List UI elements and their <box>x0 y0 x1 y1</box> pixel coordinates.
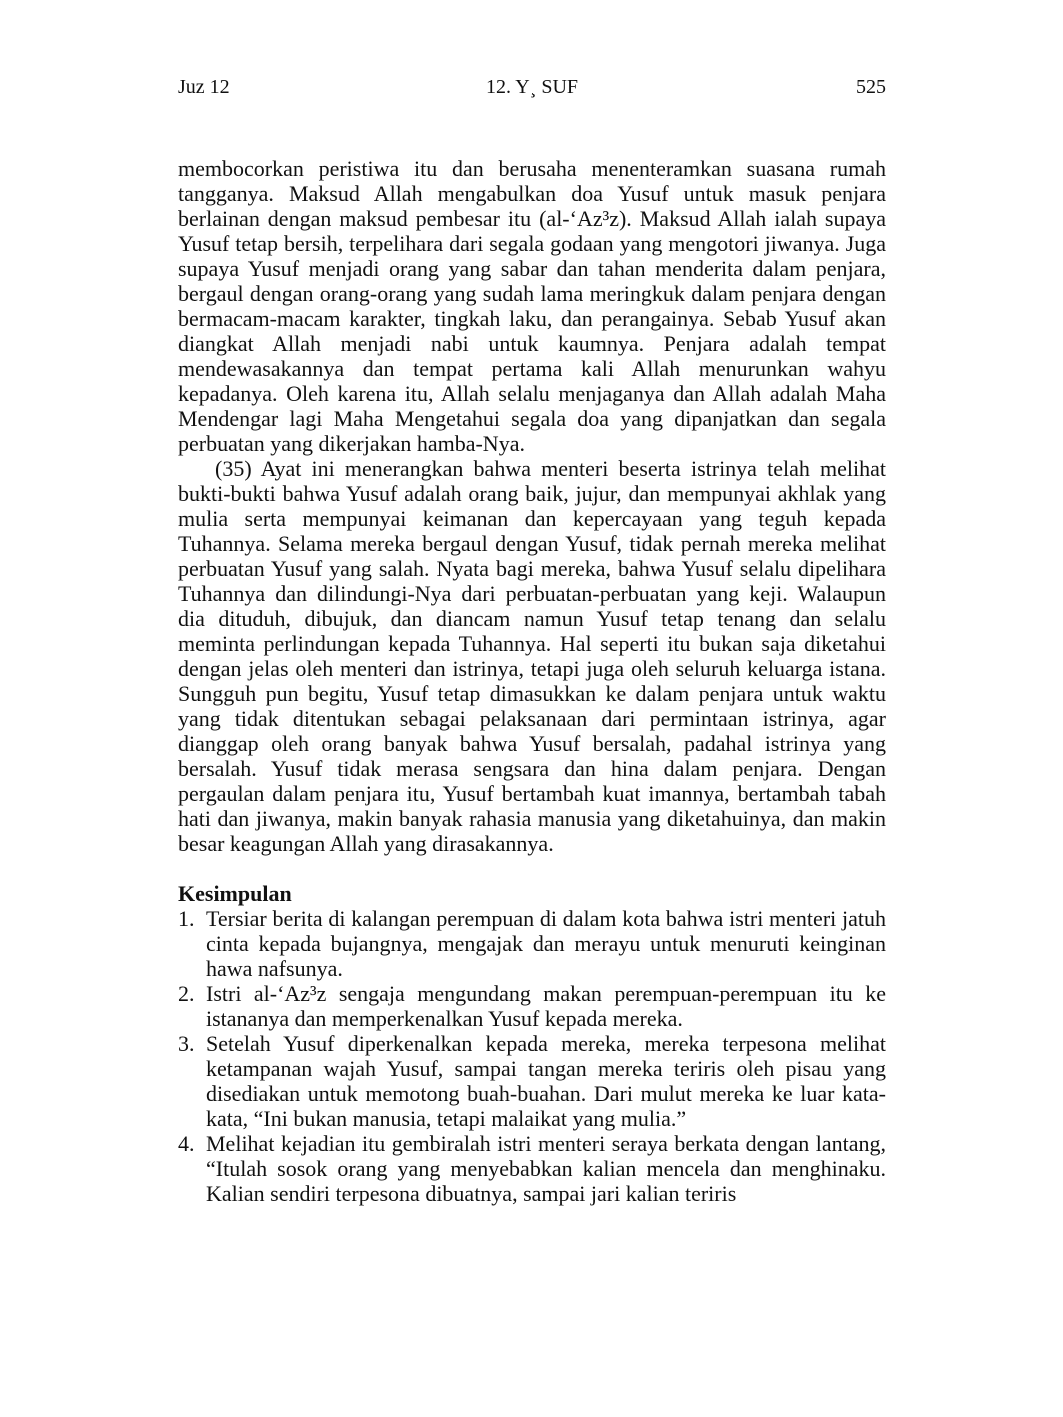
conclusion-list <box>178 906 886 1206</box>
list-item-text: Melihat kejadian itu gembiralah istri menteri seraya berkata dengan lantang, “Itulah sosok orang yang menyebabkan kalian mencela dan menghinaku. Kalian sendiri terpesona dibuatnya, sampai jari kalian teriris <box>206 1131 886 1206</box>
list-item-text: Istri al-‘Az³z sengaja mengundang makan perempuan-perempuan itu ke istananya dan memperkenalkan Yusuf kepada mereka. <box>206 981 886 1031</box>
list-item-number: 3. <box>178 1031 195 1056</box>
book-page <box>178 76 886 1206</box>
list-item <box>178 1131 886 1206</box>
paragraph-verse-35: (35) Ayat ini menerangkan bahwa menteri beserta istrinya telah melihat bukti-bukti bahwa Yusuf adalah orang baik, jujur, dan mempunyai akhlak yang mulia serta mempunyai keimanan dan kepercayaan yang teguh kepada Tuhannya. Selama mereka bergaul dengan Yusuf, tidak pernah mereka melihat perbuatan Yusuf yang salah. Nyata bagi mereka, bahwa Yusuf selalu dipelihara Tuhannya dan dilindungi-Nya dari perbuatan-perbuatan yang keji. Walaupun dia dituduh, dibujuk, dan diancam namun Yusuf tetap tenang dan selalu meminta perlindungan kepada Tuhannya. Hal seperti itu bukan saja diketahui dengan jelas oleh menteri dan istrinya, tetapi juga oleh seluruh keluarga istana. Sungguh pun begitu, Yusuf tetap dimasukkan ke dalam penjara untuk waktu yang tidak ditentukan sebagai pelaksanaan dari permintaan istrinya, agar dianggap oleh orang banyak bahwa Yusuf bersalah, padahal istrinya yang bersalah. Yusuf tidak merasa sengsara dan hina dalam penjara. Dengan pergaulan dalam penjara itu, Yusuf bertambah kuat imannya, bertambah tabah hati dan jiwanya, makin banyak rahasia manusia yang diketahuinya, dan makin besar keagungan Allah yang dirasakannya. <box>178 456 886 856</box>
list-item-text: Setelah Yusuf diperkenalkan kepada mereka, mereka terpesona melihat ketampanan wajah Yusuf, sampai tangan mereka teriris oleh pisau yang disediakan untuk memotong buah-buahan. Dari mulut mereka ke luar kata-kata, “Ini bukan manusia, tetapi malaikat yang mulia.” <box>206 1031 886 1131</box>
surah-title: 12. Y¸ SUF <box>485 76 579 98</box>
list-item-number: 1. <box>178 906 195 931</box>
list-item-number: 2. <box>178 981 195 1006</box>
paragraph-continuation: membocorkan peristiwa itu dan berusaha menenteramkan suasana rumah tangganya. Maksud Allah mengabulkan doa Yusuf untuk masuk penjara berlainan dengan maksud pembesar itu (al-‘Az³z). Maksud Allah ialah supaya Yusuf tetap bersih, terpelihara dari segala godaan yang mengotori jiwanya. Juga supaya Yusuf menjadi orang yang sabar dan tahan menderita dalam penjara, bergaul dengan orang-orang yang sudah lama meringkuk dalam penjara dengan bermacam-macam karakter, tingkah laku, dan perangainya. Sebab Yusuf akan diangkat Allah menjadi nabi untuk kaumnya. Penjara adalah tempat mendewasakannya dan tempat pertama kali Allah menurunkan wahyu kepadanya. Oleh karena itu, Allah selalu menjaganya dan Allah adalah Maha Mendengar lagi Maha Mengetahui segala doa yang dipanjatkan dan segala perbuatan yang dikerjakan hamba-Nya. <box>178 156 886 456</box>
list-item-number: 4. <box>178 1131 195 1156</box>
running-header <box>178 76 886 102</box>
body-text <box>178 156 886 1206</box>
list-item <box>178 981 886 1031</box>
page-number: 525 <box>856 76 886 98</box>
list-item <box>178 1031 886 1131</box>
conclusion-heading: Kesimpulan <box>178 881 292 906</box>
juz-label: Juz 12 <box>178 76 230 98</box>
list-item <box>178 906 886 981</box>
list-item-text: Tersiar berita di kalangan perempuan di dalam kota bahwa istri menteri jatuh cinta kepada bujangnya, mengajak dan merayu untuk menuruti keinginan hawa nafsunya. <box>206 906 886 981</box>
